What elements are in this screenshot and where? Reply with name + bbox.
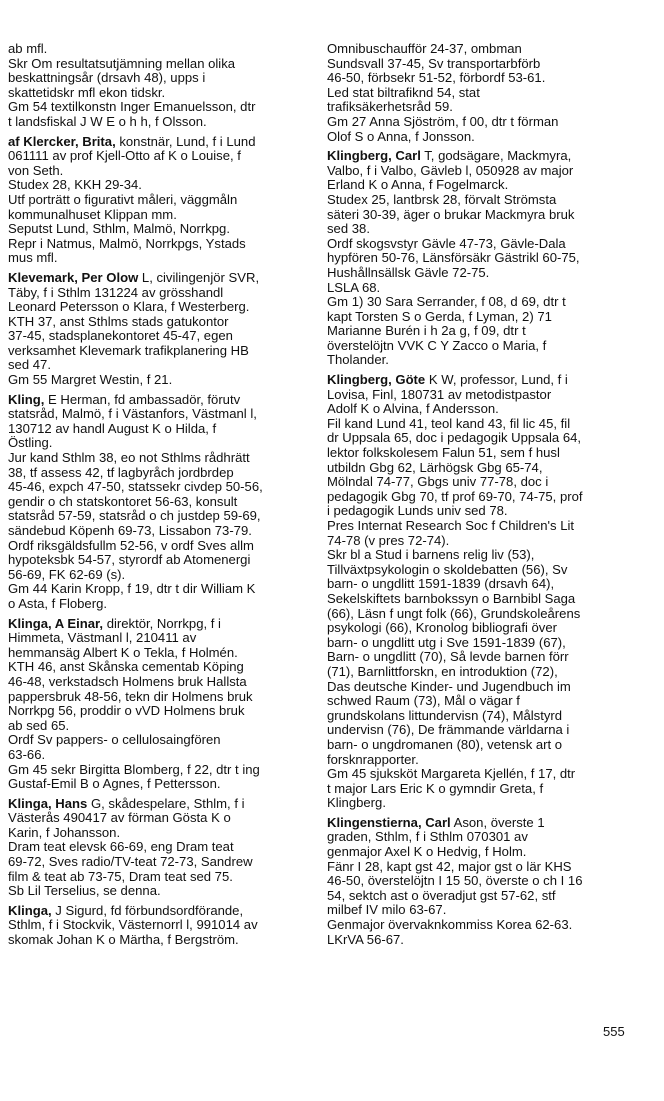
entry-text-line: sed 38. (327, 221, 370, 237)
entry-text-line: verksamhet Klevemark trafikplanering HB (8, 342, 249, 358)
entry-name: Klinga, Hans (8, 795, 88, 811)
entry-heading (8, 797, 310, 812)
entry-text-line: Gm 54 textilkonstn Inger Emanuelsson, dtr (8, 99, 256, 115)
entry-text-line: Fil kand Lund 41, teol kand 43, fil lic 45, fil (327, 415, 571, 431)
entry-text-line: skattetidskr mfl ekon tidskr. (8, 84, 166, 100)
entry-text-line: hypoteksbk 54-57, styrordf ab Atomenergi (8, 552, 251, 568)
entry-text-line: Gm 1) 30 Sara Serrander, f 08, d 69, dtr t (327, 294, 566, 310)
entry-text-line: lektor folkskolesem Falun 51, sem f husl (327, 445, 560, 461)
entry-name: Kling, (8, 391, 45, 407)
entry-text-line: 38, tf assess 42, tf lagbyråch jordbrdep (8, 464, 234, 480)
entry-heading-rest: G, skådespelare, Sthlm, f i (87, 795, 245, 811)
entry-text-line: 74-78 (v pres 72-74). (327, 532, 450, 548)
entry-heading (8, 393, 310, 408)
entry-text-line: t landsfiskal J W E o h h, f Olsson. (8, 113, 207, 129)
entry-text-line: statsråd 57-59, statsråd o ch justdep 59-69, (8, 508, 261, 524)
entry-text-line: (71), Barnlittforskn, en introduktion (72), (327, 663, 558, 679)
entry-text-line: 061111 av prof Kjell-Otto af K o Louise, f (8, 148, 241, 164)
entry-text-line: Sb Lil Terselius, se denna. (8, 883, 161, 899)
entry-text-line: LSLA 68. (327, 279, 381, 295)
entry-text-line: kapt Torsten S o Gerda, f Lyman, 2) 71 (327, 308, 552, 324)
entry-text-line: Omnibuschaufför 24-37, ombman (327, 41, 522, 56)
entry-heading-rest: L, civilingenjör SVR, (138, 269, 260, 285)
entry-name: Klingenstierna, Carl (327, 814, 451, 830)
entry-text-line: grundskolans littundervisn (74), Målstyrd (327, 707, 563, 723)
biography-entry (8, 135, 310, 266)
entry-name: Klingberg, Göte (327, 372, 426, 388)
entry-text-line: ab sed 65. (8, 717, 70, 733)
entry-text-line: Norrkpg 56, proddir o vVD Holmens bruk (8, 703, 245, 719)
entry-text-line: Sundsvall 37-45, Sv transportarbförb (327, 55, 541, 71)
entry-text-line: Ordf Sv pappers- o cellulosaingfören (8, 732, 221, 748)
entry-text-line: psykologi (66), Kronolog bibliografi över (327, 620, 557, 636)
entry-name: Klevemark, Per Olow (8, 269, 139, 285)
entry-text-line: Ordf skogsvstyr Gävle 47-73, Gävle-Dala (327, 235, 566, 251)
entry-text-line: Studex 25, lantbrsk 28, förvalt Strömsta (327, 191, 557, 207)
entry-text-line: Gm 45 sekr Birgitta Blomberg, f 22, dtr t ing (8, 761, 260, 777)
entry-text-line: Valbo, f i Valbo, Gävleb l, 050928 av major (327, 162, 574, 178)
entry-text-line: 56-69, FK 62-69 (s). (8, 566, 126, 582)
entry-text-line: undervisn (76), De främmande världarna i (327, 722, 570, 738)
entry-text-line: Repr i Natmus, Malmö, Norrkpgs, Ystads (8, 235, 246, 251)
entry-text-line: kommunalhuset Klippan mm. (8, 206, 177, 222)
entry-text-line: mus mfl. (8, 250, 58, 266)
entry-text-line: 45-46, expch 47-50, statssekr civdep 50-56, (8, 479, 263, 495)
biography-entry (327, 816, 649, 947)
entry-heading (327, 373, 649, 388)
left-column (8, 42, 310, 953)
entry-heading-rest: T, godsägare, Mackmyra, (420, 148, 572, 164)
entry-name: Klingberg, Carl (327, 148, 421, 164)
entry-text-line: 69-72, Sves radio/TV-teat 72-73, Sandrew (8, 854, 253, 870)
entry-text-line: Gm 55 Margret Westin, f 21. (8, 372, 173, 388)
entry-text-line: 63-66. (8, 746, 46, 762)
entry-text-line: Himmeta, Västmanl l, 210411 av (8, 630, 197, 646)
entry-name: Klinga, (8, 902, 52, 918)
entry-heading (8, 617, 310, 632)
entry-text-line: Barn- o ungdlitt (70), Så levde barnen förr (327, 649, 569, 665)
entry-text-line: överstelöjtn VVK C Y Zacco o Maria, f (327, 337, 547, 353)
entry-text-line: pappersbruk 48-56, tekn dir Holmens bruk (8, 688, 253, 704)
biography-entry (327, 149, 649, 368)
entry-heading-rest: Ason, överste 1 (450, 814, 545, 830)
entry-text-line: Pres Internat Research Soc f Children's Lit (327, 518, 575, 533)
entry-text-line: Klingberg. (327, 795, 386, 811)
entry-text-line: Olof S o Anna, f Jonsson. (327, 128, 475, 144)
entry-text-line: Sthlm, f i Stockvik, Västernorrl l, 991014 av (8, 917, 258, 933)
entry-heading (8, 271, 310, 286)
entry-text-line: Skr Om resultatsutjämning mellan olika (8, 55, 236, 71)
entry-text-line: pedagogik Gbg 70, tf prof 69-70, 74-75, prof (327, 488, 583, 504)
entry-text-line: i pedagogik Lunds univ sed 78. (327, 503, 508, 519)
entry-text-line: Studex 28, KKH 29-34. (8, 177, 142, 193)
entry-text-line: Adolf K o Alvina, f Andersson. (327, 401, 499, 417)
entry-name: Klinga, A Einar, (8, 615, 104, 631)
entry-text-line: Gm 27 Anna Sjöström, f 00, dtr t förman (327, 113, 559, 129)
entry-text-line: Sekelskiftets barnbokssyn o Barnbibl Saga (327, 590, 576, 606)
entry-heading (327, 816, 649, 831)
entry-text-line: LKrVA 56-67. (327, 931, 404, 947)
entry-heading (8, 904, 310, 919)
entry-heading-rest: K W, professor, Lund, f i (425, 372, 568, 388)
entry-text-line: Gm 45 sjuksköt Margareta Kjellén, f 17, dtr (327, 766, 576, 782)
entry-heading-rest: E Herman, fd ambassadör, förutv (44, 391, 241, 407)
biography-entry (8, 42, 310, 130)
entry-text-line: genmajor Axel K o Hedvig, f Holm. (327, 844, 527, 860)
entry-heading-rest: direktör, Norrkpg, f i (103, 615, 221, 631)
entry-text-line: dr Uppsala 65, doc i pedagogik Uppsala 64, (327, 430, 582, 446)
entry-text-line: 46-50, förbsekr 51-52, förbordf 53-61. (327, 70, 546, 86)
entry-text-line: trafiksäkerhetsråd 59. (327, 99, 453, 115)
entry-text-line: Ordf riksgäldsfullm 52-56, v ordf Sves allm (8, 537, 254, 553)
entry-text-line: film & teat ab 73-75, Dram teat sed 75. (8, 868, 233, 884)
entry-text-line: Utf porträtt o figurativt måleri, väggmåln (8, 191, 238, 207)
entry-text-line: 46-50, överstelöjtn I 15 50, överste o ch I 16 (327, 873, 583, 889)
entry-text-line: Dram teat elevsk 66-69, eng Dram teat (8, 839, 234, 855)
entry-text-line: beskattningsår (drsavh 48), upps i (8, 70, 206, 86)
entry-text-line: KTH 46, anst Skånska cementab Köping (8, 659, 244, 675)
entry-text-line: Täby, f i Sthlm 131224 av grösshandl (8, 284, 224, 300)
entry-text-line: Tholander. (327, 352, 389, 368)
entry-name: af Klercker, Brita, (8, 133, 116, 149)
entry-text-line: t major Lars Eric K o gymndir Greta, f (327, 780, 544, 796)
entry-heading-rest: J Sigurd, fd förbundsordförande, (51, 902, 244, 918)
entry-text-line: o Asta, f Floberg. (8, 595, 107, 611)
biography-entry (8, 904, 310, 948)
entry-text-line: graden, Sthlm, f i Sthlm 070301 av (327, 829, 528, 845)
entry-text-line: sändebud Köpenh 69-73, Lissabon 73-79. (8, 523, 252, 538)
entry-heading (8, 135, 310, 150)
biography-entry (8, 617, 310, 792)
biography-entry (327, 373, 649, 811)
entry-text-line: KTH 37, anst Sthlms stads gatukontor (8, 313, 229, 329)
entry-text-line: hypfören 50-76, Länsförsäkr Gästrikl 60-75, (327, 250, 580, 266)
entry-text-line: hemmansäg Albert K o Tekla, f Holmén. (8, 644, 238, 660)
entry-text-line: 130712 av handl August K o Hilda, f (8, 420, 217, 436)
entry-text-line: statsråd, Malmö, f i Västanfors, Västmanl l, (8, 406, 257, 422)
entry-text-line: Das deutsche Kinder- und Jugendbuch im (327, 678, 571, 694)
entry-text-line: gendir o ch statskontoret 56-63, konsult (8, 493, 238, 509)
entry-text-line: barn- o ungdromanen (80), vetensk art o (327, 736, 563, 752)
entry-text-line: Tillväxtpsykologin o skoldebatten (56), Sv (327, 561, 568, 577)
entry-text-line: Hushållnsällsk Gävle 72-75. (327, 264, 490, 280)
entry-text-line: Karin, f Johansson. (8, 824, 121, 840)
entry-text-line: Seputst Lund, Sthlm, Malmö, Norrkpg. (8, 221, 230, 237)
entry-text-line: Marianne Burén i h 2a g, f 09, dtr t (327, 323, 526, 339)
entry-text-line: Erland K o Anna, f Fogelmarck. (327, 177, 509, 193)
entry-text-line: Genmajor övervaknkommiss Korea 62-63. (327, 917, 573, 933)
entry-text-line: forsknrapporter. (327, 751, 419, 767)
entry-text-line: utbildn Gbg 62, Lärhögsk Gbg 65-74, (327, 459, 543, 475)
biography-entry (8, 271, 310, 388)
entry-text-line: Gm 44 Karin Kropp, f 19, dtr t dir William K (8, 581, 256, 597)
entry-text-line: 54, sektch ast o överadjut gst 57-62, stf (327, 887, 556, 903)
page-number: 555 (603, 1024, 625, 1039)
entry-text-line: schwed Raum (73), Mål o vägar f (327, 693, 520, 709)
entry-text-line: 37-45, stadsplanekontoret 45-47, egen (8, 328, 233, 344)
entry-text-line: Led stat biltrafiknd 54, stat (327, 84, 480, 100)
entry-heading (327, 149, 649, 164)
entry-text-line: skomak Johan K o Märtha, f Bergström. (8, 932, 239, 948)
entry-text-line: Mölndal 74-77, Gbgs univ 77-78, doc i (327, 474, 549, 490)
entry-text-line: Jur kand Sthlm 38, eo not Sthlms rådhrätt (8, 450, 250, 466)
entry-text-line: milbef IV milo 63-67. (327, 902, 447, 918)
biography-entry (327, 42, 649, 144)
entry-text-line: von Seth. (8, 162, 64, 178)
entry-text-line: Västerås 490417 av förman Gösta K o (8, 810, 231, 826)
right-column (327, 42, 649, 952)
entry-text-line: 46-48, verkstadsch Holmens bruk Hallsta (8, 673, 247, 689)
biography-entry (8, 393, 310, 612)
entry-text-line: säteri 30-39, äger o brukar Mackmyra bruk (327, 206, 575, 222)
entry-text-line: Östling. (8, 435, 53, 451)
entry-text-line: barn- o ungdlitt utg i Sve 1591-1839 (67), (327, 634, 566, 650)
entry-text-line: sed 47. (8, 357, 51, 373)
entry-text-line: Leonard Petersson o Klara, f Westerberg. (8, 299, 250, 315)
entry-text-line: (66), Läsn f ungt folk (66), Grundskoleårens (327, 605, 581, 621)
entry-text-line: Lovisa, Finl, 180731 av metodistpastor (327, 386, 552, 402)
entry-text-line: Skr bl a Stud i barnens relig liv (53), (327, 547, 535, 563)
biography-entry (8, 797, 310, 899)
entry-heading-rest: konstnär, Lund, f i Lund (115, 133, 256, 149)
entry-text-line: ab mfl. (8, 41, 48, 56)
entry-text-line: barn- o ungdlitt 1591-1839 (drsavh 64), (327, 576, 555, 592)
entry-text-line: Gustaf-Emil B o Agnes, f Pettersson. (8, 776, 221, 792)
entry-text-line: Fänr I 28, kapt gst 42, major gst o lär KHS (327, 858, 572, 874)
